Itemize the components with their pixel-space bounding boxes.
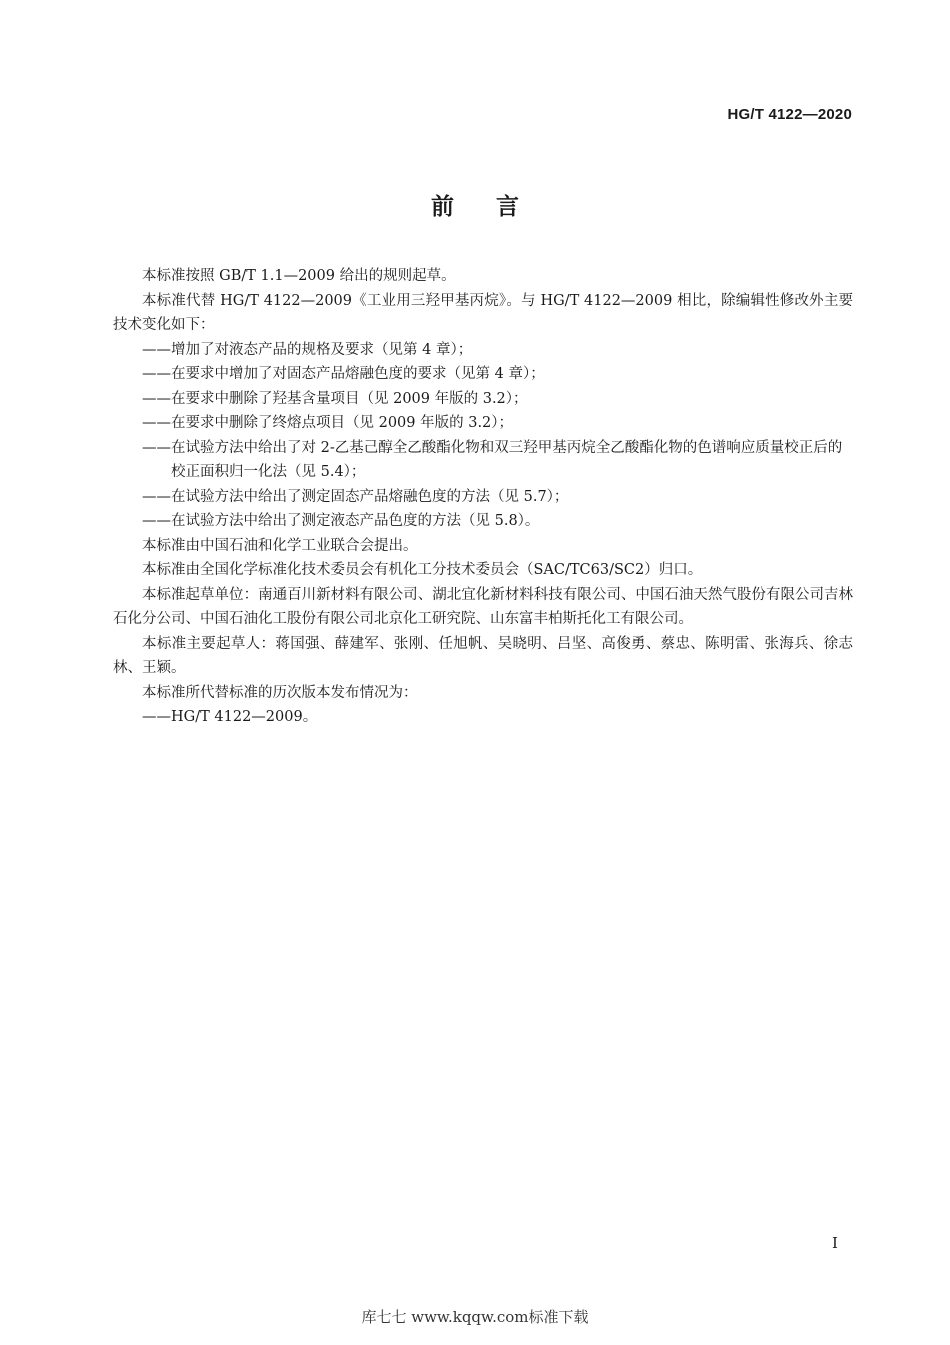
change-item: ——在试验方法中给出了测定液态产品色度的方法（见 5.8）。 [142, 513, 540, 529]
change-item: ——在试验方法中给出了对 2-乙基己醇全乙酸酯化物和双三羟甲基丙烷全乙酸酯化物的色谱响应质量校正后的校正面积归一化法（见 5.4）； [142, 439, 843, 480]
paragraph-drafting-rule: 本标准按照 GB/T 1.1—2009 给出的规则起草。 [142, 268, 456, 284]
page-title: 前言 [431, 194, 561, 220]
change-item: ——在要求中删除了羟基含量项目（见 2009 年版的 3.2）； [142, 390, 528, 407]
change-item: ——在要求中增加了对固态产品熔融色度的要求（见第 4 章）； [142, 366, 545, 382]
paragraph-proposer: 本标准由中国石油和化学工业联合会提出。 [142, 537, 418, 554]
download-watermark: 库七七 www.kqqw.com标准下载 [361, 1308, 589, 1326]
page-number: I [832, 1234, 838, 1252]
foreword-body [113, 264, 853, 730]
paragraph-history-intro: 本标准所代替标准的历次版本发布情况为： [142, 684, 418, 701]
standard-number: HG/T 4122—2020 [727, 106, 852, 123]
paragraph-committee: 本标准由全国化学标准化技术委员会有机化工分技术委员会（SAC/TC63/SC2）归口。 [142, 562, 703, 578]
paragraph-replacement: 本标准代替 HG/T 4122—2009《工业用三羟甲基丙烷》。与 HG/T 4122—2009 相比，除编辑性修改外主要技术变化如下： [113, 292, 853, 333]
paragraph-drafting-units: 本标准起草单位：南通百川新材料有限公司、湖北宜化新材料科技有限公司、中国石油天然气股份有限公司吉林石化分公司、中国石油化工股份有限公司北京化工研究院、山东富丰柏斯托化工有限公司。 [113, 586, 853, 627]
change-item: ——增加了对液态产品的规格及要求（见第 4 章）； [142, 341, 473, 358]
paragraph-drafters: 本标准主要起草人：蒋国强、薛建军、张刚、任旭帆、吴晓明、吕坚、高俊勇、蔡忠、陈明雷、张海兵、徐志林、王颖。 [113, 635, 853, 676]
change-item: ——在试验方法中给出了测定固态产品熔融色度的方法（见 5.7）； [142, 488, 569, 505]
history-item: ——HG/T 4122—2009。 [142, 709, 318, 725]
change-item: ——在要求中删除了终熔点项目（见 2009 年版的 3.2）； [142, 415, 514, 431]
